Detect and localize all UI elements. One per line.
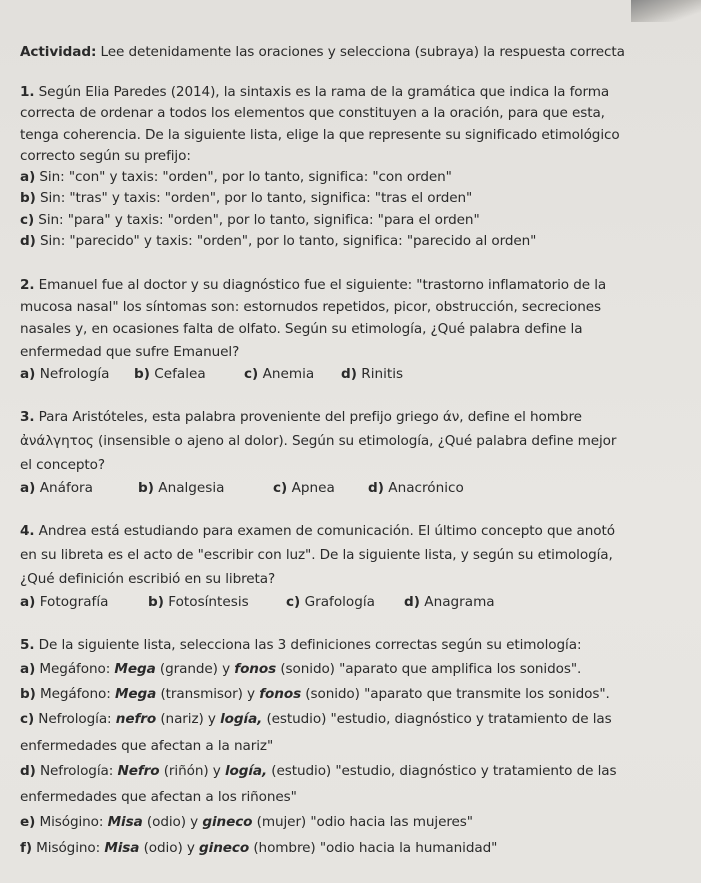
- q3-line-3: el concepto?: [20, 457, 105, 473]
- q3-line-2: ἀνάλγητος (insensible o ajeno al dolor). Según su etimología, ¿Qué palabra define mejor: [20, 433, 617, 449]
- q3-option-a[interactable]: a) Anáfora: [20, 480, 93, 496]
- q4-option-c[interactable]: c) Grafología: [286, 594, 375, 610]
- q2-number: 2.: [20, 277, 35, 293]
- q1-line-4: correcto según su prefijo:: [20, 148, 191, 164]
- q2-line-4: enfermedad que sufre Emanuel?: [20, 344, 240, 360]
- q3-option-d[interactable]: d) Anacrónico: [368, 480, 464, 496]
- q1-line-3: tenga coherencia. De la siguiente lista, elige la que represente su significado etimológico: [20, 127, 620, 143]
- q2-option-d[interactable]: d) Rinitis: [341, 366, 404, 382]
- q2-line-2: mucosa nasal" los síntomas son: estornudos repetidos, picor, obstrucción, secreciones: [20, 299, 602, 315]
- q4-option-b[interactable]: b) Fotosíntesis: [148, 594, 249, 610]
- q3-options: [20, 479, 680, 497]
- q5-option-b[interactable]: b) Megáfono: Mega (transmisor) y fonos (sonido) "aparato que transmite los sonidos".: [20, 686, 610, 702]
- q2-option-b[interactable]: b) Cefalea: [134, 366, 206, 382]
- q2-line-1: 2. Emanuel fue al doctor y su diagnóstico fue el siguiente: "trastorno inflamatorio de la: [20, 277, 607, 293]
- q1-option-a[interactable]: a) Sin: "con" y taxis: "orden", por lo tanto, significa: "con orden": [20, 169, 452, 185]
- q1-number: 1.: [20, 84, 35, 100]
- q1-option-d[interactable]: d) Sin: "parecido" y taxis: "orden", por lo tanto, significa: "parecido al orden": [20, 233, 537, 249]
- q3-line-1: 3. Para Aristóteles, esta palabra proveniente del prefijo griego άν, define el hombre: [20, 409, 582, 425]
- q2-options: [20, 365, 680, 383]
- q5-option-a[interactable]: a) Megáfono: Mega (grande) y fonos (sonido) "aparato que amplifica los sonidos".: [20, 661, 582, 677]
- q5-option-e[interactable]: e) Misógino: Misa (odio) y gineco (mujer) "odio hacia las mujeres": [20, 814, 473, 830]
- q4-option-a[interactable]: a) Fotografía: [20, 594, 109, 610]
- q1-option-b[interactable]: b) Sin: "tras" y taxis: "orden", por lo tanto, significa: "tras el orden": [20, 190, 473, 206]
- q3-option-b[interactable]: b) Analgesia: [138, 480, 225, 496]
- q1-line-2: correcta de ordenar a todos los elementos que constituyen a la oración, para que esta,: [20, 105, 605, 121]
- q2-option-c[interactable]: c) Anemia: [244, 366, 315, 382]
- q1-option-c[interactable]: c) Sin: "para" y taxis: "orden", por lo tanto, significa: "para el orden": [20, 212, 480, 228]
- q4-options: [20, 593, 680, 611]
- q2-option-a[interactable]: a) Nefrología: [20, 366, 110, 382]
- q5-option-c[interactable]: c) Nefrología: nefro (nariz) y logía, (estudio) "estudio, diagnóstico y tratamiento de las: [20, 711, 612, 727]
- page-corner-shadow: [631, 0, 701, 22]
- q5-number: 5.: [20, 637, 35, 653]
- q3-option-c[interactable]: c) Apnea: [273, 480, 335, 496]
- q5-option-c-continued: enfermedades que afectan a la nariz": [20, 738, 274, 754]
- q2-line-3: nasales y, en ocasiones falta de olfato. Según su etimología, ¿Qué palabra define la: [20, 321, 583, 337]
- q4-option-d[interactable]: d) Anagrama: [404, 594, 495, 610]
- q5-option-d-continued: enfermedades que afectan a los riñones": [20, 789, 297, 805]
- q5-option-f[interactable]: f) Misógino: Misa (odio) y gineco (hombre) "odio hacia la humanidad": [20, 840, 498, 856]
- activity-header: [20, 43, 625, 61]
- q4-line-3: ¿Qué definición escribió en su libreta?: [20, 571, 276, 587]
- q3-number: 3.: [20, 409, 35, 425]
- activity-instructions: Lee detenidamente las oraciones y selecciona (subraya) la respuesta correcta: [96, 44, 625, 60]
- q4-line-1: 4. Andrea está estudiando para examen de comunicación. El último concepto que anotó: [20, 523, 615, 539]
- activity-label: Actividad:: [20, 44, 97, 60]
- q4-line-2: en su libreta es el acto de "escribir con luz". De la siguiente lista, y según su etimología,: [20, 547, 613, 563]
- q1-line-1: 1. Según Elia Paredes (2014), la sintaxis es la rama de la gramática que indica la forma: [20, 84, 610, 100]
- q5-option-d[interactable]: d) Nefrología: Nefro (riñón) y logía, (estudio) "estudio, diagnóstico y tratamiento de las: [20, 763, 617, 779]
- q5-intro: 5. De la siguiente lista, selecciona las 3 definiciones correctas según su etimología:: [20, 637, 582, 653]
- q4-number: 4.: [20, 523, 35, 539]
